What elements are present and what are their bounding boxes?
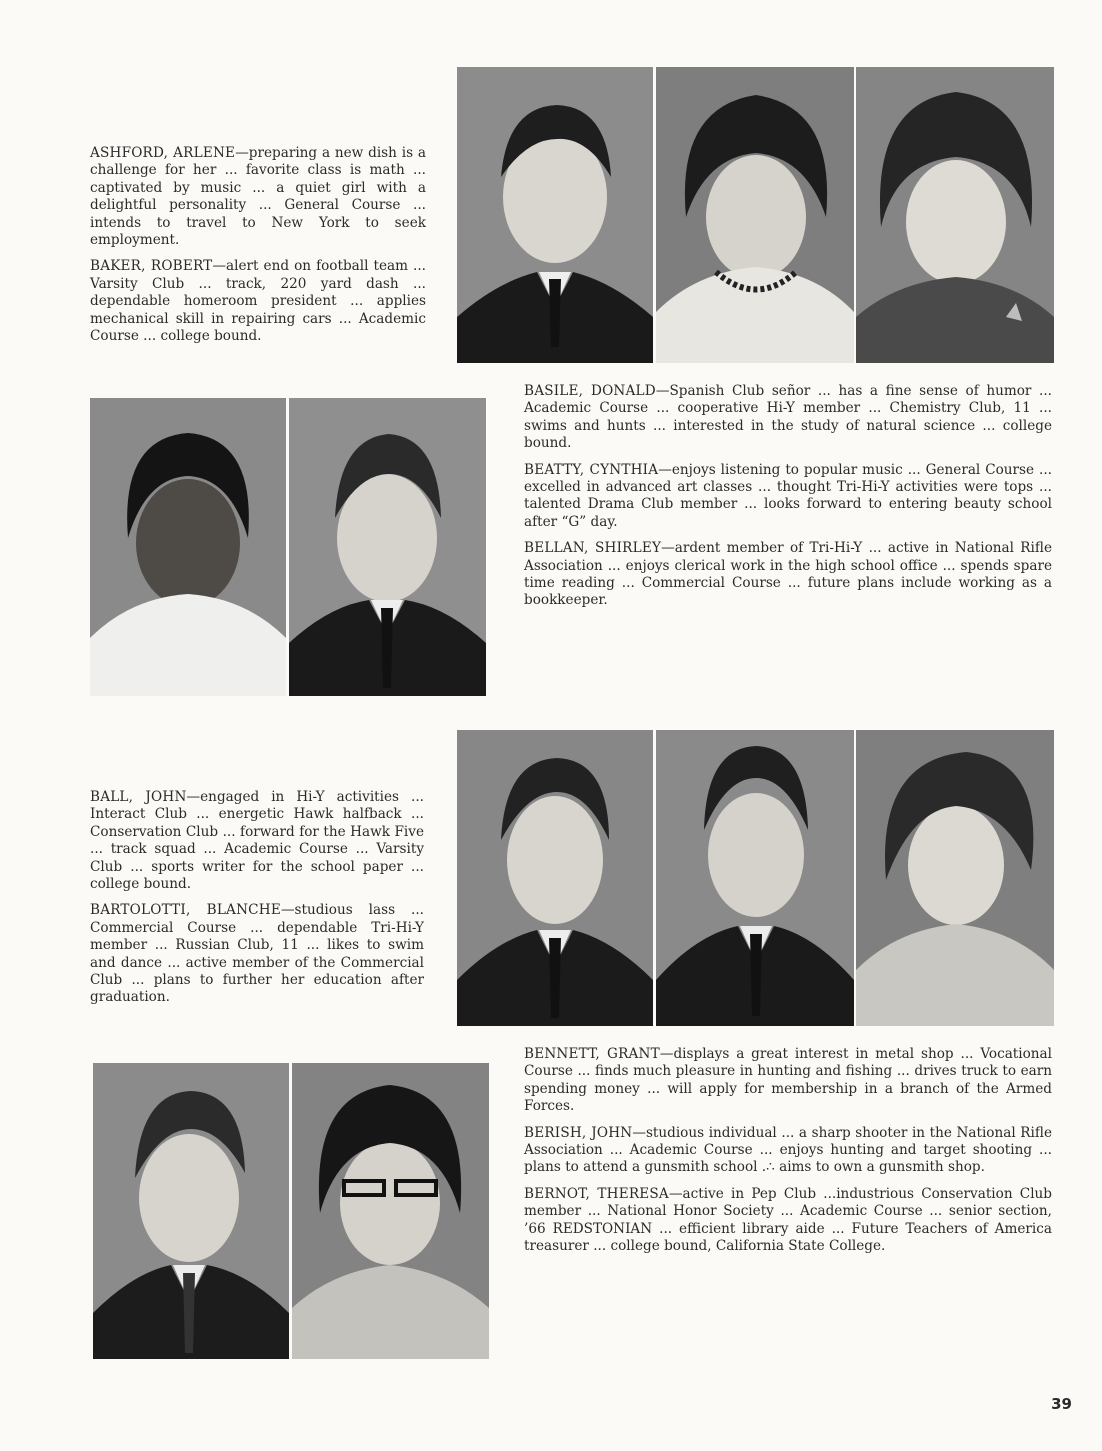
portrait-bellan [856,67,1054,363]
portrait-ball [93,1063,289,1359]
portrait-basile [457,67,653,363]
bio-block-ashford-baker [90,145,426,354]
bio-basile: BASILE, DONALD—Spanish Club señor ... has a fine sense of humor ... Academic Course ... cooperative Hi-Y member ... Chemistry Club, 11 ... swims and hunts ... interested in the study of natural science ... college bound. [524,383,1053,452]
portrait-berish [656,730,854,1026]
bio-bennett: BENNETT, GRANT—displays a great interest in metal shop ... Vocational Course ... finds much pleasure in hunting and fishing ... drives truck to earn spending money ... will apply for membership in a branch of the Armed Forces. [524,1046,1053,1115]
portrait-baker [289,398,486,696]
portrait-bartolotti [292,1063,489,1359]
portrait-bernot [856,730,1054,1026]
bio-bartolotti: BARTOLOTTI, BLANCHE—studious lass ... Commercial Course ... dependable Tri-Hi-Y member ... Russian Club, 11 ... likes to swim and dance ... active member of the Commercial Club ... plans to further her education after graduation. [90,902,424,1006]
bio-block-bennett-berish-bernot [524,1046,1052,1264]
bio-bernot: BERNOT, THERESA—active in Pep Club ...industrious Conservation Club member ... National Honor Society ... Academic Course ... senior section, ’66 REDSTONIAN ... efficient library aide ... Future Teachers of America treasurer ... college bound, California State College. [524,1185,1053,1255]
portrait-ashford [90,398,286,696]
bio-bellan: BELLAN, SHIRLEY—ardent member of Tri-Hi-Y ... active in National Rifle Association ... enjoys clerical work in the high school office ... spends spare time reading ... Commercial Course ... future plans include working as a bookkeeper. [524,540,1052,609]
page-number: 39 [1051,1395,1072,1413]
bio-block-ball-bartolotti [90,789,424,1016]
bio-berish: BERISH, JOHN—studious individual ... a sharp shooter in the National Rifle Association ... Academic Course ... enjoys hunting and target shooting ... plans to attend a gunsmith school .∴ aims to own a gunsmith shop. [524,1124,1052,1176]
bio-beatty: BEATTY, CYNTHIA—enjoys listening to popular music ... General Course ... excelled in advanced art classes ... thought Tri-Hi-Y activities were tops ... talented Drama Club member ... looks forward to entering beauty school after “G” day. [524,461,1052,530]
bio-block-basile-beatty-bellan [524,383,1052,619]
portrait-bennett [457,730,653,1026]
bio-ball: BALL, JOHN—engaged in Hi-Y activities ... Interact Club ... energetic Hawk halfback ... Conservation Club ... forward for the Hawk Five ... track squad ... Academic Course ... Varsity Club ... sports writer for the school paper ... college bound. [90,789,424,893]
bio-ashford: ASHFORD, ARLENE—preparing a new dish is a challenge for her ... favorite class is math ... captivated by music ... a quiet girl with a delightful personality ... General Course ... intends to travel to New York to seek employment. [90,145,426,249]
bio-baker: BAKER, ROBERT—alert end on football team ... Varsity Club ... track, 220 yard dash ... dependable homeroom president ... applies mechanical skill in repairing cars ... Academic Course ... college bound. [90,258,426,345]
portrait-beatty [656,67,854,363]
